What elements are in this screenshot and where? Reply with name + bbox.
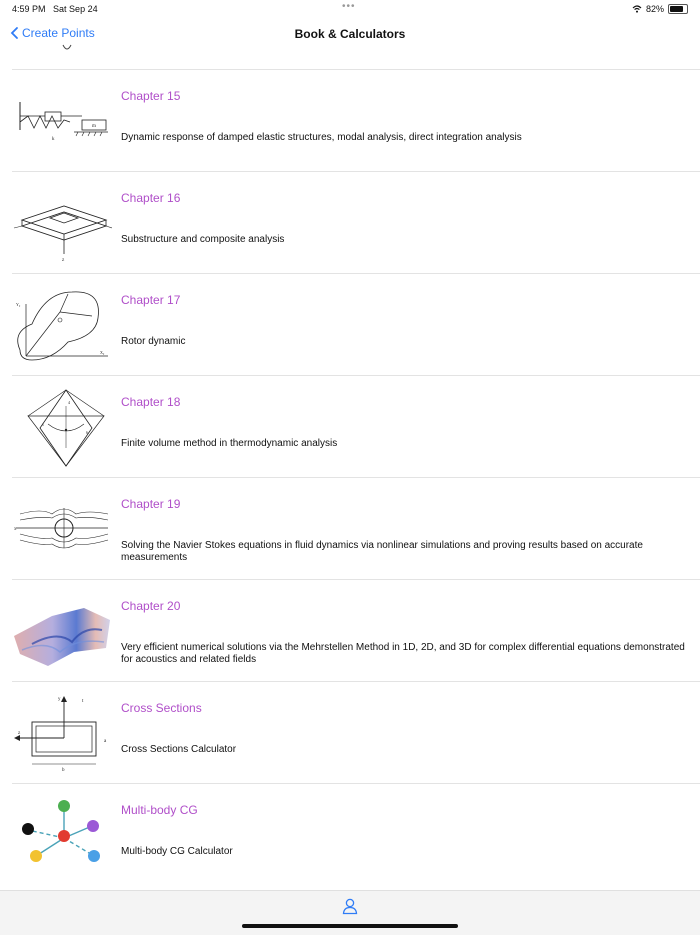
cross-section-diagram-icon [12,692,112,774]
row-description: Finite volume method in thermodynamic analysis [121,438,338,449]
row-title: Multi-body CG [121,803,198,817]
svg-text:4: 4 [68,400,70,405]
status-right [632,4,688,14]
chapter-list [12,69,700,885]
svg-text:6: 6 [86,430,88,435]
list-item[interactable] [12,477,700,579]
svg-text:1: 1 [42,422,44,427]
back-label: Create Points [22,26,95,40]
home-indicator [242,924,458,928]
svg-text:z: z [62,258,65,263]
row-title: Chapter 19 [121,497,181,511]
svg-text:m: m [92,124,96,129]
svg-text:b: b [62,768,65,773]
svg-text:y: y [58,697,61,702]
flow-around-cylinder-diagram-icon [12,488,112,570]
row-title: Chapter 17 [121,293,181,307]
row-description: Multi-body CG Calculator [121,846,233,857]
status-time: 4:59 PM Sat Sep 24 [12,4,98,14]
row-description: Rotor dynamic [121,336,186,347]
row-description: Solving the Navier Stokes equations in fluid dynamics via nonlinear simulations and proving results based on accurate measurements [121,540,643,563]
list-item[interactable] [12,681,700,783]
tab-bar [0,890,700,935]
svg-text:x: x [14,527,17,532]
rotor-diagram-icon [12,284,112,366]
svg-text:z: z [18,731,21,736]
person-icon[interactable] [341,897,359,915]
list-item[interactable] [12,783,700,885]
status-date: Sat Sep 24 [53,4,98,14]
row-description: Substructure and composite analysis [121,234,285,245]
battery-icon [668,4,688,14]
battery-level [670,6,683,12]
page-title: Book & Calculators [294,27,406,41]
finite-volume-mesh-diagram-icon [12,386,112,468]
partial-diagram-icon [62,44,72,52]
status-bar [0,0,700,18]
spring-damper-diagram-icon [12,80,112,162]
list-item[interactable] [12,579,700,681]
list-item[interactable] [12,171,700,273]
svg-text:a: a [104,739,107,744]
row-description: Cross Sections Calculator [121,744,237,755]
battery-percent: 82% [645,4,664,14]
list-item[interactable] [12,273,700,375]
row-description: Very efficient numerical solutions via the Mehrstellen Method in 1D, 2D, and 3D for complex differential equations demonstrated for acoustics and related fields [121,642,685,665]
svg-text:X₀: X₀ [100,350,105,355]
row-title: Cross Sections [121,701,202,715]
list-item[interactable] [12,375,700,477]
composite-plate-diagram-icon [12,182,112,264]
wifi-icon [632,5,642,13]
row-title: Chapter 16 [121,191,181,205]
row-title: Chapter 18 [121,395,181,409]
surface-plot-image-icon [12,590,112,672]
row-description: Dynamic response of damped elastic structures, modal analysis, direct integration analysis [121,132,522,143]
multitasking-dots-icon[interactable]: ••• [342,1,356,12]
row-title: Chapter 15 [121,89,181,103]
navigation-bar [0,18,700,50]
multibody-graph-diagram-icon [12,794,112,876]
svg-text:t: t [82,699,84,704]
list-item[interactable] [12,69,700,171]
svg-text:Y₀: Y₀ [16,302,21,307]
svg-text:k: k [52,137,55,142]
row-title: Chapter 20 [121,599,181,613]
